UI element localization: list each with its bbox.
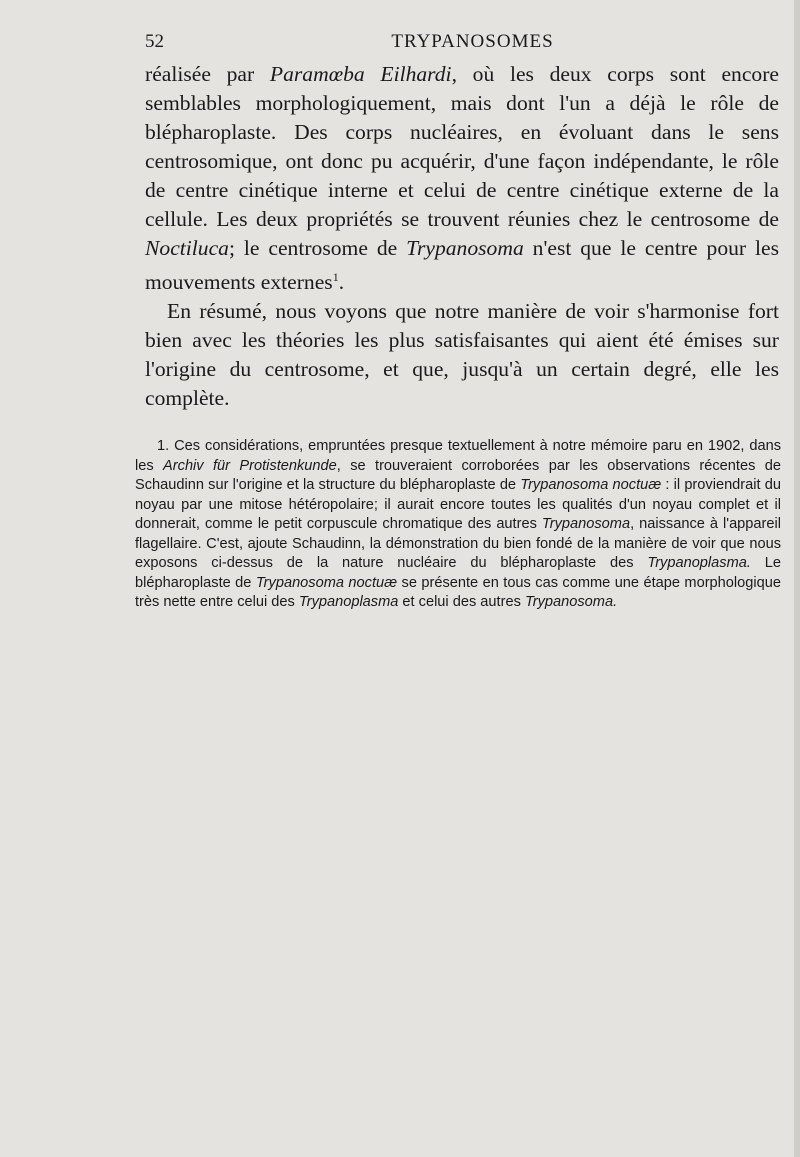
italic-term: Archiv für Protistenkunde xyxy=(163,457,337,474)
text-run: . xyxy=(338,270,345,295)
main-text xyxy=(145,60,779,413)
footnote xyxy=(135,437,781,613)
paragraph-2: En résumé, nous voyons que notre manière de voir s'harmonise fort bien avec les théories les plus satisfaisantes qui aient été émises sur l'origine du centrosome, et que, jusqu'à un certain degré, elle les complète. xyxy=(145,299,779,411)
text-run: réalisée par xyxy=(145,62,270,86)
italic-term: Trypanosoma xyxy=(406,236,524,260)
text-run: : il proviendrait du noyau par une mitose hétéropolaire; il aurait encore toutes les qualités d'un noyau complet et il donnerait, comme le petit corpuscule chromatique des autres xyxy=(135,477,781,532)
text-run: ; le centrosome de xyxy=(228,236,407,260)
italic-term: Trypanoplasma xyxy=(298,594,399,610)
text-run: et celui des autres xyxy=(398,594,525,610)
paragraph-1 xyxy=(145,60,779,297)
text-run: Ces considérations, empruntées presque textuellement à notre mémoire paru en 1902, dans les xyxy=(135,438,781,474)
running-title: TRYPANOSOMES xyxy=(391,31,554,52)
text-run: se présente en tous cas comme une étape morphologique très nette entre celui des xyxy=(135,574,781,610)
footnote-marker: 1. xyxy=(157,438,170,454)
text-run: , naissance à l'appareil flagellaire. C'est, ajoute Schaudinn, la démonstration du bien fondé de la manière de voir que nous exposons ci-dessus de la nature nucléaire du blépharoplaste des xyxy=(135,516,781,571)
italic-term: Trypanosoma. xyxy=(524,594,618,610)
page-number: 52 xyxy=(145,31,164,52)
italic-term: Trypanoplasma. xyxy=(647,555,751,571)
italic-term: Trypanosoma noctuæ xyxy=(520,477,662,493)
page-edge xyxy=(794,0,800,1157)
text-run: , où les deux corps sont encore semblables morphologiquement, mais dont l'un a déjà le rôle de blépharoplaste. Des corps nucléaires, en évoluant dans le sens centrosomique, ont donc pu acquérir, d'une façon indépendante, le rôle de centre cinétique interne et celui de centre cinétique externe de la cellule. Les deux propriétés se trouvent réunies chez le centrosome de xyxy=(145,62,779,231)
footnote-ref: 1 xyxy=(332,270,339,284)
text-run: , se trouveraient corroborées par les observations récentes de Schaudinn sur l'origine et la structure du blépharoplaste de xyxy=(135,457,781,493)
italic-term: Noctiluca xyxy=(145,236,229,260)
italic-term: Paramœba Eilhardi xyxy=(269,62,452,86)
footnote-1 xyxy=(135,437,781,613)
italic-term: Trypanosoma xyxy=(541,516,631,532)
italic-term: Trypanosoma noctuæ xyxy=(255,574,398,591)
text-run: n'est que le centre pour les mouvements externes xyxy=(145,236,780,295)
page-header xyxy=(145,31,780,55)
text-run: Le blépharoplaste de xyxy=(135,555,781,591)
